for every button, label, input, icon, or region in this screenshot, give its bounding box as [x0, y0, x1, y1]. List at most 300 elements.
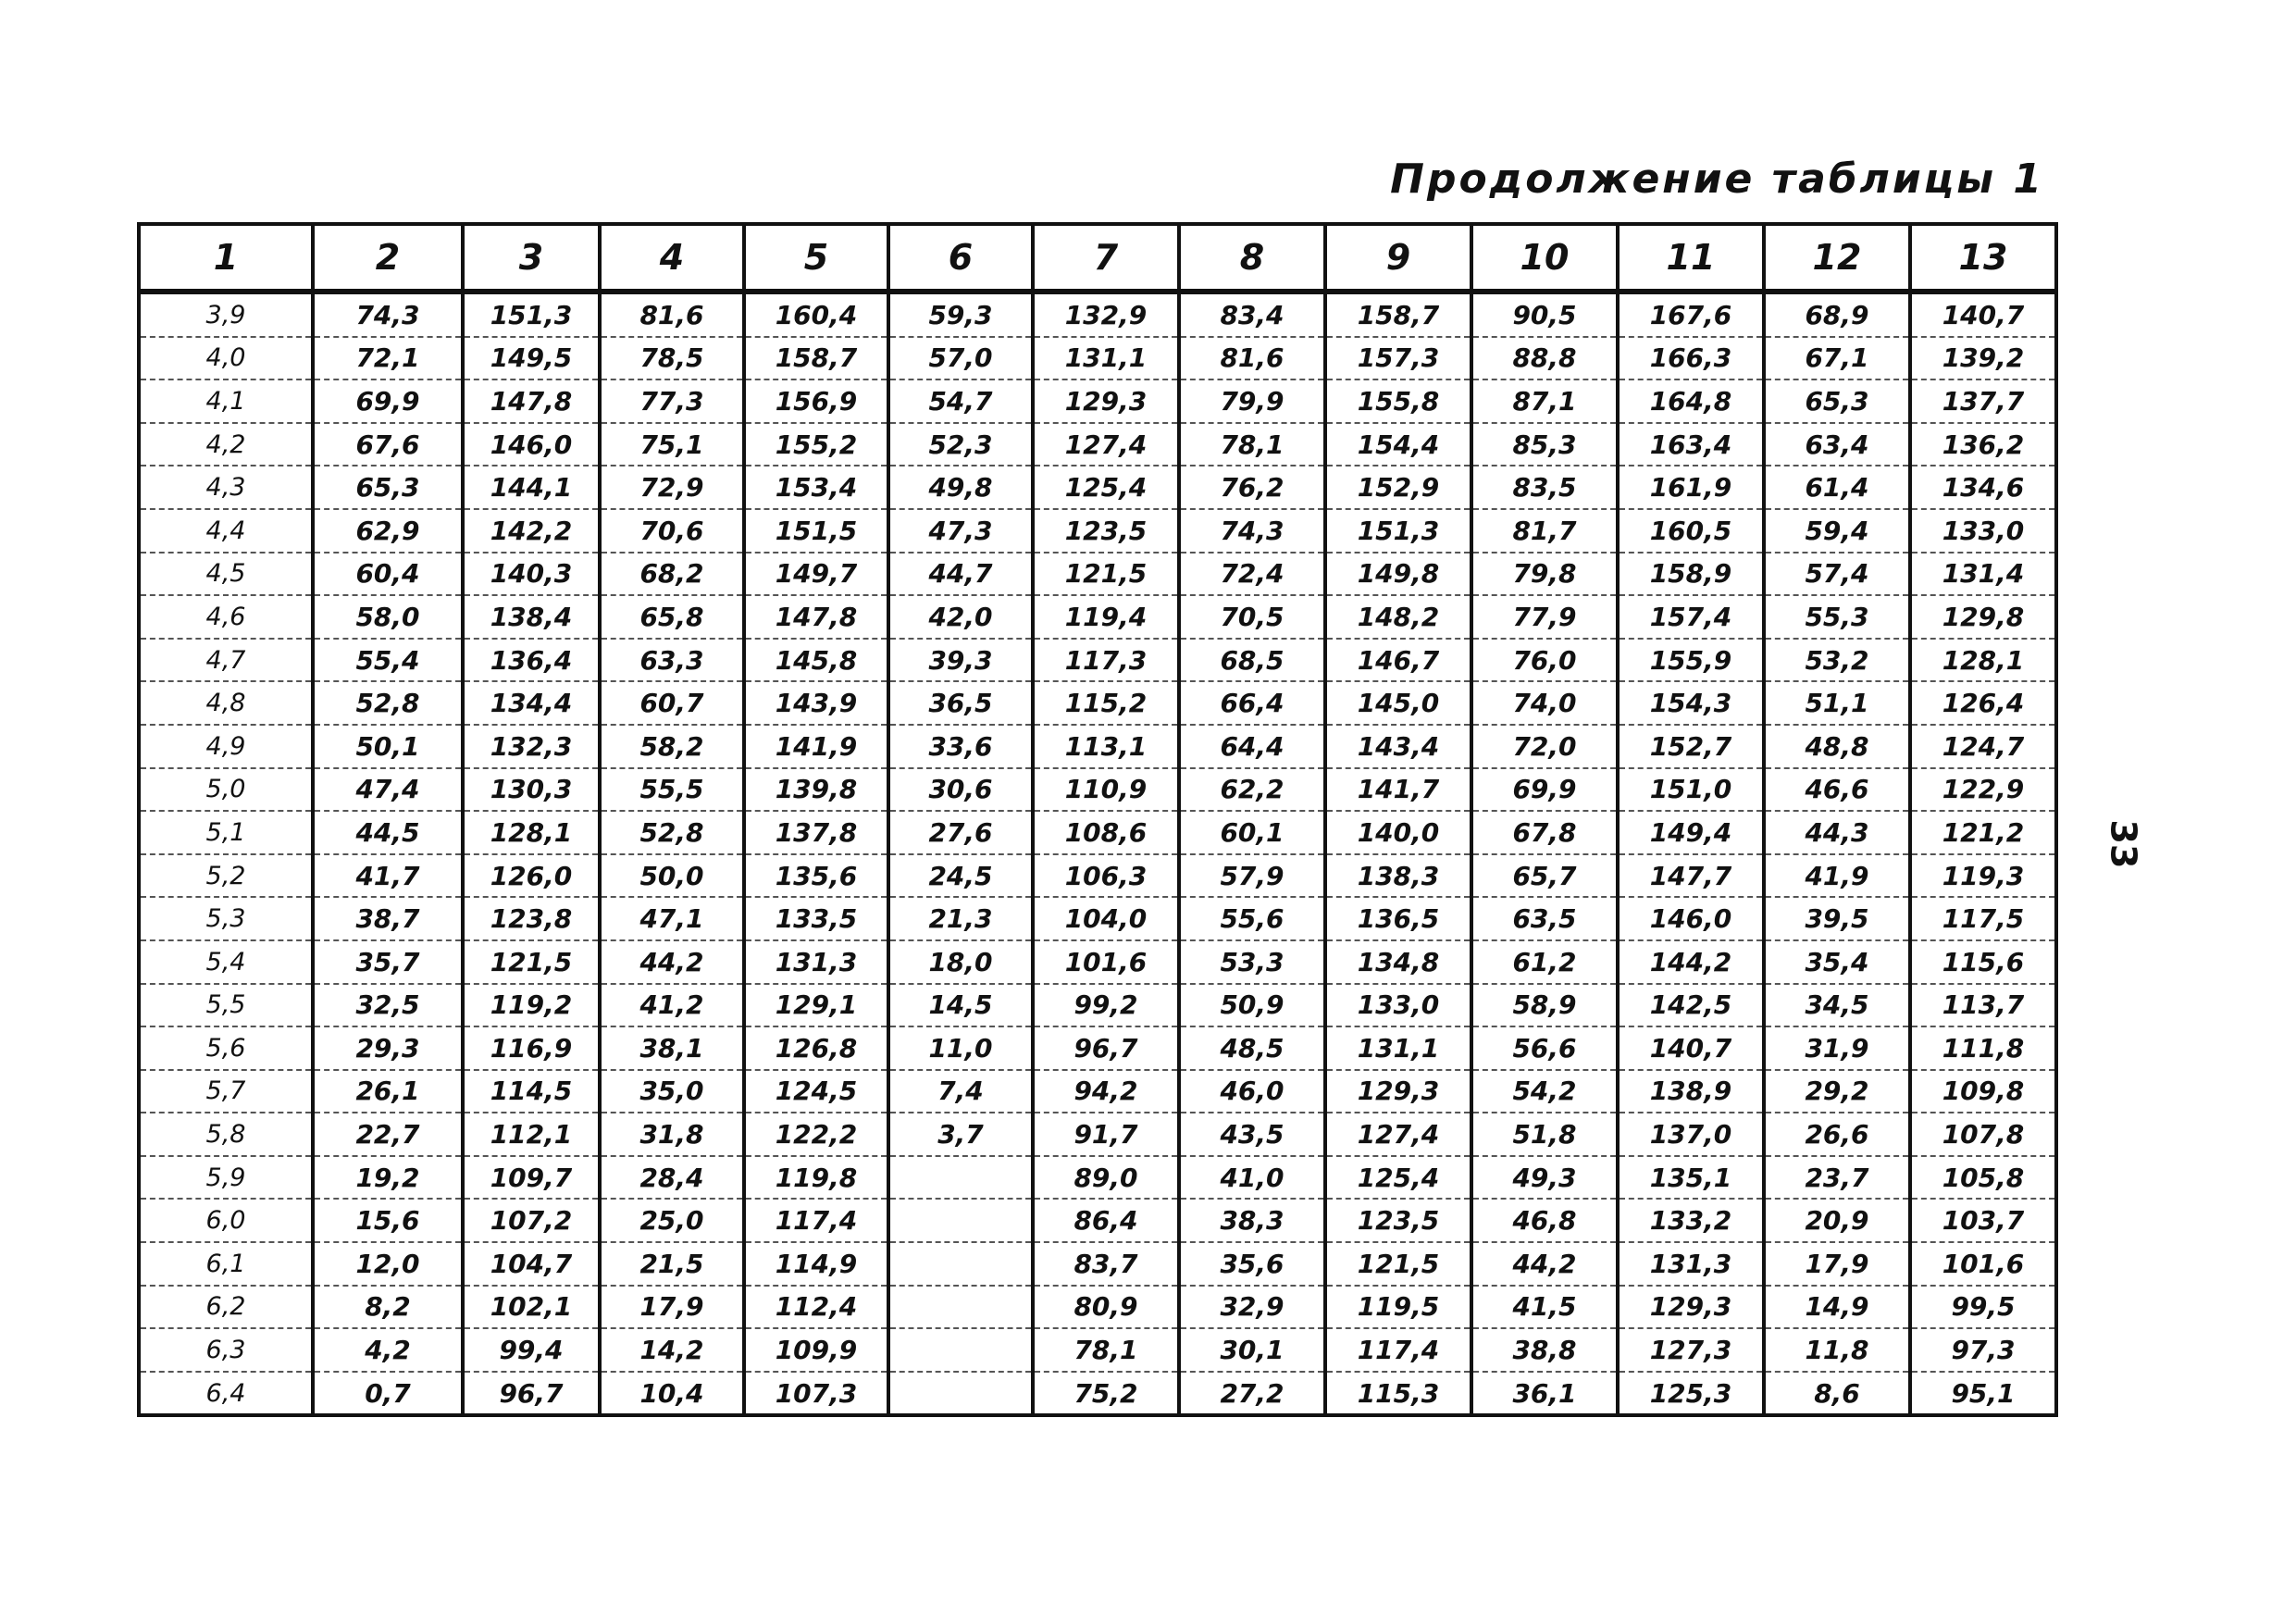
row-key-cell: 4,1	[139, 379, 313, 423]
table-header-row	[139, 224, 2056, 292]
table-cell: 81,6	[600, 292, 744, 337]
row-key-cell: 6,1	[139, 1242, 313, 1286]
table-cell: 103,7	[1910, 1199, 2056, 1242]
table-cell: 77,3	[600, 379, 744, 423]
table-cell: 32,9	[1179, 1286, 1325, 1329]
table-cell: 63,4	[1764, 423, 1910, 466]
table-row	[139, 984, 2056, 1027]
table-cell: 135,6	[744, 854, 888, 898]
table-cell: 14,2	[600, 1328, 744, 1372]
table-cell: 83,5	[1471, 466, 1618, 509]
table-cell: 14,5	[888, 984, 1033, 1027]
table-cell: 110,9	[1033, 768, 1179, 812]
table-cell: 70,6	[600, 509, 744, 553]
table-row	[139, 681, 2056, 725]
table-cell: 99,2	[1033, 984, 1179, 1027]
row-key-cell: 4,9	[139, 725, 313, 768]
table-cell: 155,2	[744, 423, 888, 466]
table-cell: 99,4	[463, 1328, 600, 1372]
table-cell	[888, 1286, 1033, 1329]
table-row	[139, 725, 2056, 768]
table-cell: 104,0	[1033, 897, 1179, 940]
table-cell: 79,9	[1179, 379, 1325, 423]
table-cell: 136,5	[1325, 897, 1471, 940]
column-header-6: 6	[888, 224, 1033, 292]
table-cell: 157,4	[1618, 595, 1764, 639]
table-cell: 51,1	[1764, 681, 1910, 725]
row-key-cell: 6,0	[139, 1199, 313, 1242]
table-cell: 47,1	[600, 897, 744, 940]
table-row	[139, 379, 2056, 423]
table-cell: 83,4	[1179, 292, 1325, 337]
table-cell: 145,8	[744, 639, 888, 682]
table-cell: 136,2	[1910, 423, 2056, 466]
table-cell: 126,4	[1910, 681, 2056, 725]
column-header-13: 13	[1910, 224, 2056, 292]
table-cell: 138,4	[463, 595, 600, 639]
table-cell: 154,3	[1618, 681, 1764, 725]
table-cell: 57,9	[1179, 854, 1325, 898]
page-number: 33	[2103, 819, 2144, 869]
table-cell: 158,7	[744, 337, 888, 380]
table-cell: 42,0	[888, 595, 1033, 639]
table-cell: 131,4	[1910, 553, 2056, 596]
table-cell: 72,0	[1471, 725, 1618, 768]
table-cell: 70,5	[1179, 595, 1325, 639]
table-cell: 104,7	[463, 1242, 600, 1286]
table-cell: 23,7	[1764, 1156, 1910, 1200]
row-key-cell: 5,5	[139, 984, 313, 1027]
table-cell: 117,5	[1910, 897, 2056, 940]
table-cell: 30,6	[888, 768, 1033, 812]
table-cell: 63,5	[1471, 897, 1618, 940]
table-cell: 88,8	[1471, 337, 1618, 380]
table-cell: 141,9	[744, 725, 888, 768]
table-body	[139, 292, 2056, 1415]
table-cell: 10,4	[600, 1372, 744, 1416]
table-cell: 76,0	[1471, 639, 1618, 682]
table-cell: 41,5	[1471, 1286, 1618, 1329]
table-cell: 115,6	[1910, 940, 2056, 984]
table-cell: 149,7	[744, 553, 888, 596]
table-cell: 142,5	[1618, 984, 1764, 1027]
table-cell: 160,4	[744, 292, 888, 337]
table-continuation-caption: Продолжение таблицы 1	[1390, 155, 2044, 203]
table-cell: 4,2	[313, 1328, 463, 1372]
table-cell: 34,5	[1764, 984, 1910, 1027]
table-cell: 94,2	[1033, 1070, 1179, 1113]
table-cell: 62,2	[1179, 768, 1325, 812]
table-cell: 101,6	[1910, 1242, 2056, 1286]
table-cell: 48,8	[1764, 725, 1910, 768]
table-row	[139, 1199, 2056, 1242]
table-cell: 35,7	[313, 940, 463, 984]
table-cell: 48,5	[1179, 1026, 1325, 1070]
table-cell: 121,2	[1910, 811, 2056, 854]
table-cell: 114,5	[463, 1070, 600, 1113]
table-cell: 11,8	[1764, 1328, 1910, 1372]
table-cell: 155,9	[1618, 639, 1764, 682]
table-cell: 67,8	[1471, 811, 1618, 854]
table-cell: 31,9	[1764, 1026, 1910, 1070]
table-cell: 139,2	[1910, 337, 2056, 380]
column-header-11: 11	[1618, 224, 1764, 292]
table-cell: 29,2	[1764, 1070, 1910, 1113]
table-row	[139, 423, 2056, 466]
table-cell: 125,4	[1033, 466, 1179, 509]
column-header-4: 4	[600, 224, 744, 292]
column-header-5: 5	[744, 224, 888, 292]
row-key-cell: 5,9	[139, 1156, 313, 1200]
table-cell: 54,2	[1471, 1070, 1618, 1113]
table-cell: 74,3	[313, 292, 463, 337]
table-cell: 46,0	[1179, 1070, 1325, 1113]
table-cell: 108,6	[1033, 811, 1179, 854]
table-cell: 167,6	[1618, 292, 1764, 337]
table-cell: 105,8	[1910, 1156, 2056, 1200]
table-cell: 53,3	[1179, 940, 1325, 984]
table-cell: 145,0	[1325, 681, 1471, 725]
table-cell: 133,5	[744, 897, 888, 940]
table-cell: 31,8	[600, 1113, 744, 1156]
table-cell: 149,8	[1325, 553, 1471, 596]
table-cell: 7,4	[888, 1070, 1033, 1113]
table-cell: 58,9	[1471, 984, 1618, 1027]
table-cell: 59,4	[1764, 509, 1910, 553]
table-cell: 21,5	[600, 1242, 744, 1286]
table-cell: 153,4	[744, 466, 888, 509]
table-cell: 56,6	[1471, 1026, 1618, 1070]
table-row	[139, 553, 2056, 596]
column-header-9: 9	[1325, 224, 1471, 292]
column-header-2: 2	[313, 224, 463, 292]
table-cell: 119,3	[1910, 854, 2056, 898]
table-cell: 57,4	[1764, 553, 1910, 596]
table-cell: 133,0	[1325, 984, 1471, 1027]
table-cell: 85,3	[1471, 423, 1618, 466]
table-cell: 147,8	[744, 595, 888, 639]
table-cell: 164,8	[1618, 379, 1764, 423]
table-row	[139, 1026, 2056, 1070]
table-cell: 44,3	[1764, 811, 1910, 854]
table-cell: 131,3	[1618, 1242, 1764, 1286]
table-cell: 35,0	[600, 1070, 744, 1113]
table-cell: 160,5	[1618, 509, 1764, 553]
table-cell: 131,1	[1325, 1026, 1471, 1070]
row-key-cell: 5,1	[139, 811, 313, 854]
table-cell: 50,1	[313, 725, 463, 768]
table-row	[139, 337, 2056, 380]
table-cell: 157,3	[1325, 337, 1471, 380]
table-cell	[888, 1156, 1033, 1200]
table-cell: 60,1	[1179, 811, 1325, 854]
table-cell: 115,3	[1325, 1372, 1471, 1416]
table-cell: 55,4	[313, 639, 463, 682]
table-cell: 55,3	[1764, 595, 1910, 639]
table-cell: 117,3	[1033, 639, 1179, 682]
table-cell: 102,1	[463, 1286, 600, 1329]
table-cell: 57,0	[888, 337, 1033, 380]
table-row	[139, 940, 2056, 984]
table-cell: 28,4	[600, 1156, 744, 1200]
table-cell: 58,0	[313, 595, 463, 639]
table-cell: 81,7	[1471, 509, 1618, 553]
table-cell: 143,4	[1325, 725, 1471, 768]
table-cell: 129,3	[1618, 1286, 1764, 1329]
table-cell: 39,3	[888, 639, 1033, 682]
table-cell: 128,1	[463, 811, 600, 854]
table-cell: 65,3	[1764, 379, 1910, 423]
table-cell: 126,0	[463, 854, 600, 898]
table-cell: 144,2	[1618, 940, 1764, 984]
table-cell: 81,6	[1179, 337, 1325, 380]
table-cell: 122,2	[744, 1113, 888, 1156]
table-cell: 128,1	[1910, 639, 2056, 682]
table-cell: 0,7	[313, 1372, 463, 1416]
table-cell: 79,8	[1471, 553, 1618, 596]
table-cell: 27,2	[1179, 1372, 1325, 1416]
table-cell: 151,3	[1325, 509, 1471, 553]
table-cell: 144,1	[463, 466, 600, 509]
table-cell: 148,2	[1325, 595, 1471, 639]
table-row	[139, 811, 2056, 854]
table-cell: 3,7	[888, 1113, 1033, 1156]
table-cell: 126,8	[744, 1026, 888, 1070]
table-cell: 124,7	[1910, 725, 2056, 768]
table-cell: 151,3	[463, 292, 600, 337]
table-cell: 38,1	[600, 1026, 744, 1070]
table-row	[139, 1156, 2056, 1200]
table-cell: 89,0	[1033, 1156, 1179, 1200]
table-cell: 26,6	[1764, 1113, 1910, 1156]
table-cell: 96,7	[1033, 1026, 1179, 1070]
table-cell: 147,7	[1618, 854, 1764, 898]
table-cell: 123,8	[463, 897, 600, 940]
table-cell: 24,5	[888, 854, 1033, 898]
table-cell: 152,7	[1618, 725, 1764, 768]
table-cell: 61,4	[1764, 466, 1910, 509]
table-cell: 140,0	[1325, 811, 1471, 854]
table-cell: 65,8	[600, 595, 744, 639]
table-cell: 107,3	[744, 1372, 888, 1416]
table-cell: 91,7	[1033, 1113, 1179, 1156]
table-cell: 127,4	[1325, 1113, 1471, 1156]
row-key-cell: 5,2	[139, 854, 313, 898]
table-cell: 60,7	[600, 681, 744, 725]
table-row	[139, 1328, 2056, 1372]
table-cell: 129,1	[744, 984, 888, 1027]
table-cell: 146,0	[463, 423, 600, 466]
table-cell: 137,8	[744, 811, 888, 854]
table-cell: 151,0	[1618, 768, 1764, 812]
table-cell: 139,8	[744, 768, 888, 812]
table-cell: 68,5	[1179, 639, 1325, 682]
table-cell: 58,2	[600, 725, 744, 768]
table-cell: 111,8	[1910, 1026, 2056, 1070]
table-cell: 158,7	[1325, 292, 1471, 337]
table-cell: 69,9	[1471, 768, 1618, 812]
table-cell: 146,7	[1325, 639, 1471, 682]
table-row	[139, 768, 2056, 812]
table-cell: 140,7	[1910, 292, 2056, 337]
table-cell: 17,9	[600, 1286, 744, 1329]
table-row	[139, 292, 2056, 337]
table-cell: 156,9	[744, 379, 888, 423]
table-row	[139, 1070, 2056, 1113]
table-cell: 41,7	[313, 854, 463, 898]
table-cell: 52,8	[313, 681, 463, 725]
table-cell: 62,9	[313, 509, 463, 553]
table-cell: 136,4	[463, 639, 600, 682]
table-row	[139, 466, 2056, 509]
table-cell: 131,1	[1033, 337, 1179, 380]
table-cell: 38,3	[1179, 1199, 1325, 1242]
table-cell: 21,3	[888, 897, 1033, 940]
table-cell: 35,4	[1764, 940, 1910, 984]
table-cell: 117,4	[744, 1199, 888, 1242]
table-cell: 38,8	[1471, 1328, 1618, 1372]
table-cell: 20,9	[1764, 1199, 1910, 1242]
table-cell: 158,9	[1618, 553, 1764, 596]
table-cell: 11,0	[888, 1026, 1033, 1070]
table-cell: 65,3	[313, 466, 463, 509]
table-cell: 155,8	[1325, 379, 1471, 423]
table-cell: 68,2	[600, 553, 744, 596]
table-cell: 8,6	[1764, 1372, 1910, 1416]
table-cell: 64,4	[1179, 725, 1325, 768]
row-key-cell: 6,2	[139, 1286, 313, 1329]
table-cell: 50,9	[1179, 984, 1325, 1027]
table-cell: 66,4	[1179, 681, 1325, 725]
table-cell: 72,1	[313, 337, 463, 380]
table-cell: 61,2	[1471, 940, 1618, 984]
table-cell: 83,7	[1033, 1242, 1179, 1286]
table-cell: 32,5	[313, 984, 463, 1027]
table-cell: 55,6	[1179, 897, 1325, 940]
table-cell: 51,8	[1471, 1113, 1618, 1156]
table-cell: 77,9	[1471, 595, 1618, 639]
table-cell: 49,8	[888, 466, 1033, 509]
data-table-container	[137, 222, 2054, 1417]
table-cell: 109,7	[463, 1156, 600, 1200]
table-cell: 17,9	[1764, 1242, 1910, 1286]
row-key-cell: 5,3	[139, 897, 313, 940]
column-header-7: 7	[1033, 224, 1179, 292]
table-cell: 80,9	[1033, 1286, 1179, 1329]
table-cell: 146,0	[1618, 897, 1764, 940]
table-cell: 27,6	[888, 811, 1033, 854]
table-cell: 147,8	[463, 379, 600, 423]
table-cell: 38,7	[313, 897, 463, 940]
row-key-cell: 4,0	[139, 337, 313, 380]
table-cell: 121,5	[1325, 1242, 1471, 1286]
table-row	[139, 639, 2056, 682]
table-cell: 39,5	[1764, 897, 1910, 940]
table-cell: 122,9	[1910, 768, 2056, 812]
table-cell: 25,0	[600, 1199, 744, 1242]
table-cell: 135,1	[1618, 1156, 1764, 1200]
table-cell: 78,1	[1033, 1328, 1179, 1372]
table-cell: 29,3	[313, 1026, 463, 1070]
table-cell	[888, 1372, 1033, 1416]
table-cell: 99,5	[1910, 1286, 2056, 1329]
row-key-cell: 5,8	[139, 1113, 313, 1156]
table-cell: 154,4	[1325, 423, 1471, 466]
table-cell: 114,9	[744, 1242, 888, 1286]
table-cell: 18,0	[888, 940, 1033, 984]
row-key-cell: 4,3	[139, 466, 313, 509]
table-cell: 119,2	[463, 984, 600, 1027]
table-cell: 67,6	[313, 423, 463, 466]
table-cell: 166,3	[1618, 337, 1764, 380]
table-cell: 137,7	[1910, 379, 2056, 423]
table-cell: 125,3	[1618, 1372, 1764, 1416]
table-cell: 86,4	[1033, 1199, 1179, 1242]
table-cell: 69,9	[313, 379, 463, 423]
row-key-cell: 4,4	[139, 509, 313, 553]
table-cell: 14,9	[1764, 1286, 1910, 1329]
table-cell: 75,1	[600, 423, 744, 466]
row-key-cell: 4,5	[139, 553, 313, 596]
table-cell: 113,7	[1910, 984, 2056, 1027]
table-cell: 101,6	[1033, 940, 1179, 984]
table-cell: 107,2	[463, 1199, 600, 1242]
table-cell	[888, 1242, 1033, 1286]
row-key-cell: 4,6	[139, 595, 313, 639]
table-cell: 74,0	[1471, 681, 1618, 725]
table-cell: 43,5	[1179, 1113, 1325, 1156]
table-cell: 41,2	[600, 984, 744, 1027]
table-cell: 87,1	[1471, 379, 1618, 423]
table-cell: 97,3	[1910, 1328, 2056, 1372]
table-cell: 47,3	[888, 509, 1033, 553]
table-cell: 119,4	[1033, 595, 1179, 639]
table-row	[139, 595, 2056, 639]
table-cell: 137,0	[1618, 1113, 1764, 1156]
table-cell: 133,0	[1910, 509, 2056, 553]
table-cell: 138,9	[1618, 1070, 1764, 1113]
column-header-10: 10	[1471, 224, 1618, 292]
table-row	[139, 854, 2056, 898]
table-cell: 55,5	[600, 768, 744, 812]
table-cell: 119,8	[744, 1156, 888, 1200]
table-row	[139, 1113, 2056, 1156]
table-cell: 46,6	[1764, 768, 1910, 812]
row-key-cell: 5,4	[139, 940, 313, 984]
table-cell: 121,5	[1033, 553, 1179, 596]
table-cell: 119,5	[1325, 1286, 1471, 1329]
table-cell: 19,2	[313, 1156, 463, 1200]
table-cell: 143,9	[744, 681, 888, 725]
table-cell: 163,4	[1618, 423, 1764, 466]
table-cell: 161,9	[1618, 466, 1764, 509]
table-cell: 36,5	[888, 681, 1033, 725]
table-cell: 74,3	[1179, 509, 1325, 553]
table-cell: 134,6	[1910, 466, 2056, 509]
table-cell: 76,2	[1179, 466, 1325, 509]
table-cell: 131,3	[744, 940, 888, 984]
table-cell: 152,9	[1325, 466, 1471, 509]
table-cell: 106,3	[1033, 854, 1179, 898]
table-cell: 47,4	[313, 768, 463, 812]
table-cell: 116,9	[463, 1026, 600, 1070]
table-cell: 125,4	[1325, 1156, 1471, 1200]
table-cell: 134,8	[1325, 940, 1471, 984]
table-cell: 149,4	[1618, 811, 1764, 854]
table-cell: 41,0	[1179, 1156, 1325, 1200]
table-cell: 130,3	[463, 768, 600, 812]
column-header-3: 3	[463, 224, 600, 292]
